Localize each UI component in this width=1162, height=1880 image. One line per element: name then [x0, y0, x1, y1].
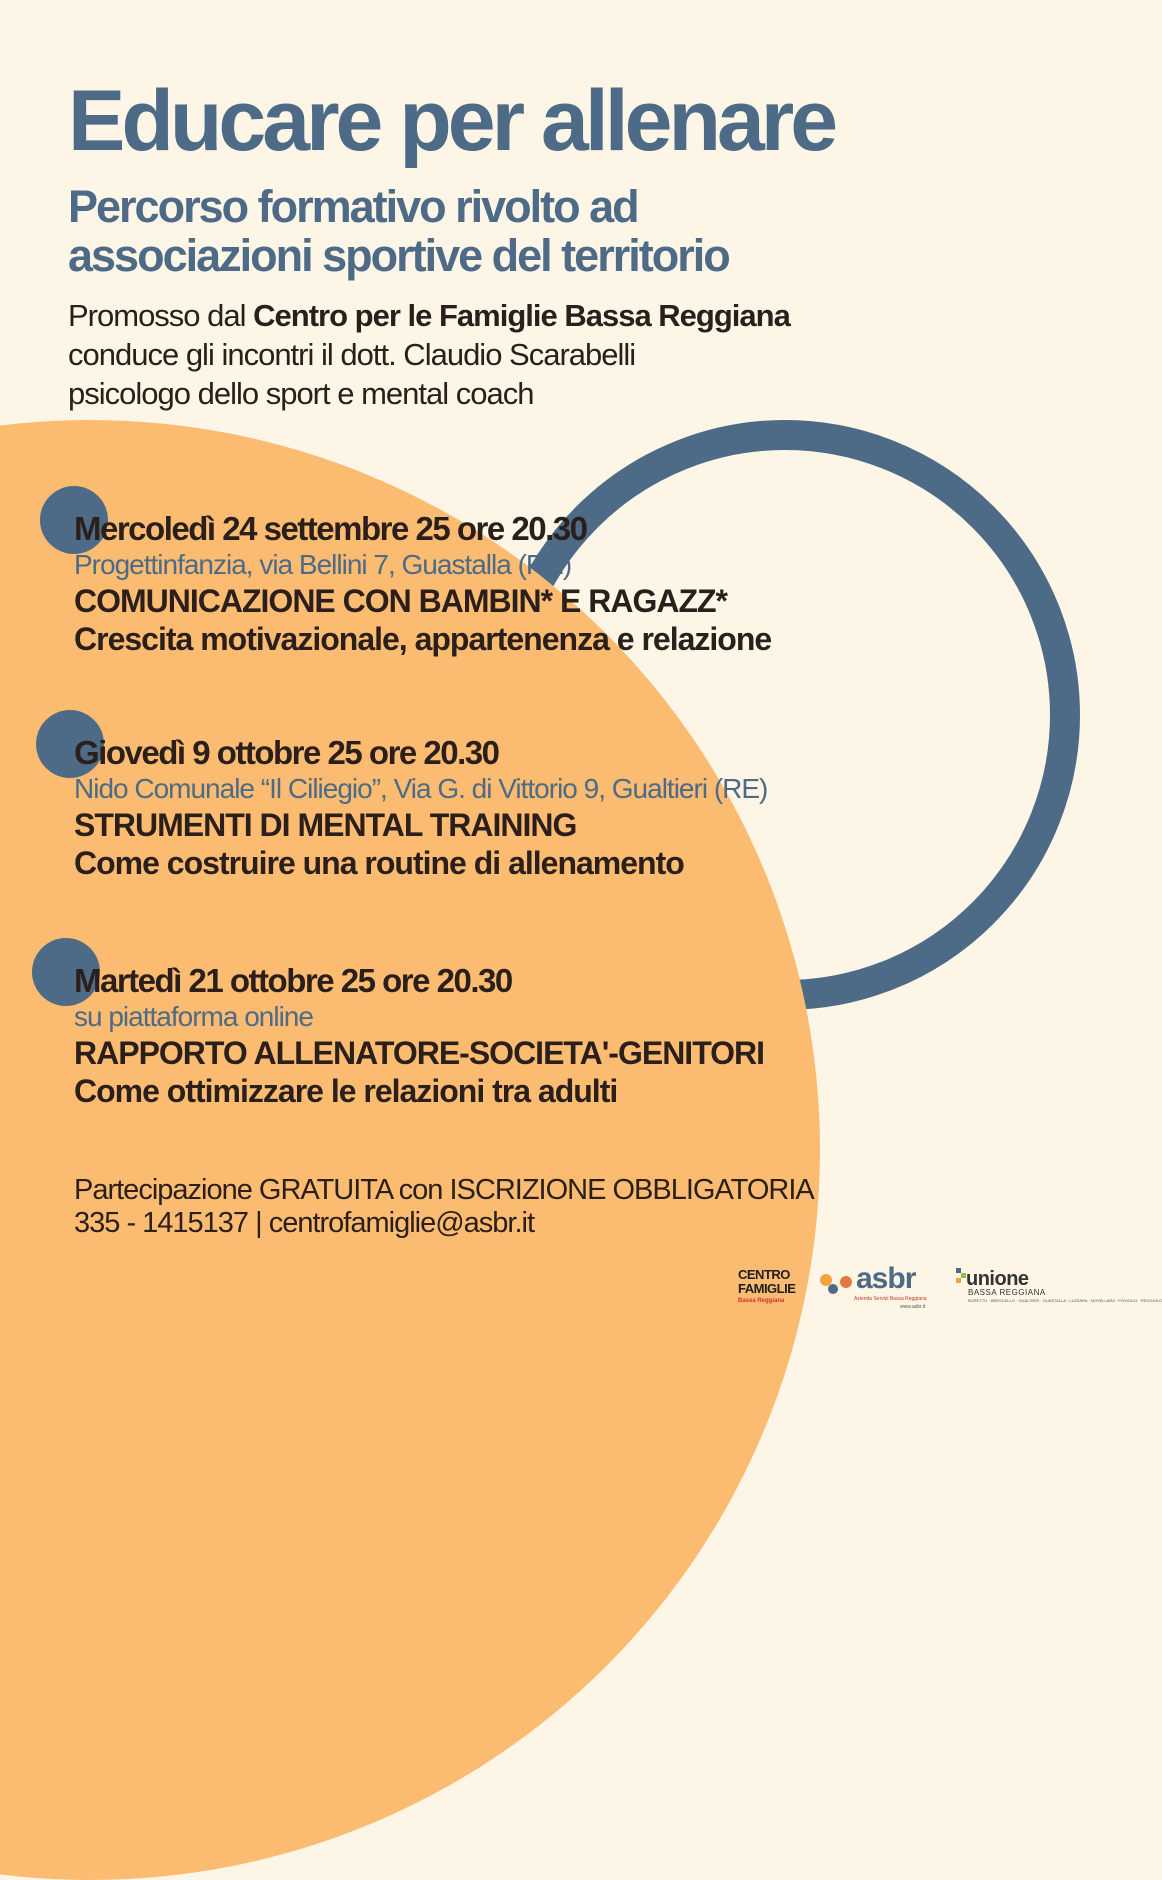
promoter-line: [68, 296, 790, 335]
sponsor-logos: [738, 1262, 1162, 1312]
event-description: Come costruire una routine di allenamento: [74, 845, 684, 881]
event-3: [74, 962, 764, 1110]
promoter-name: Centro per le Famiglie Bassa Reggiana: [253, 298, 790, 333]
unione-bassa-reggiana-logo: unione BASSA REGGIANA BORETTO · BRESCELLO · GUALTIERI · GUASTALLA · LUZZARA · NOVELLARA · POVIGLIO · REGGIOLO: [956, 1264, 1050, 1312]
registration-info: [74, 1174, 814, 1240]
event-2: [74, 734, 767, 882]
event-1: [74, 510, 771, 658]
asbr-dot-icon: [840, 1276, 852, 1288]
event-date: Mercoledì 24 settembre 25 ore 20.30: [74, 510, 587, 547]
event-location: Progettinfanzia, via Bellini 7, Guastalla (RE): [74, 549, 572, 580]
page-subtitle: [68, 182, 729, 280]
page-title: Educare per allenare: [68, 73, 835, 169]
subtitle-line-2: associazioni sportive del territorio: [68, 230, 729, 281]
event-description: Crescita motivazionale, appartenenza e relazione: [74, 621, 772, 657]
event-description: Come ottimizzare le relazioni tra adulti: [74, 1073, 618, 1109]
intro-text: [68, 296, 790, 413]
event-topic: STRUMENTI DI MENTAL TRAINING: [74, 807, 577, 843]
event-location: Nido Comunale “Il Ciliegio”, Via G. di Vittorio 9, Gualtieri (RE): [74, 773, 768, 804]
contact-line: 335 - 1415137 | centrofamiglie@asbr.it: [74, 1207, 535, 1239]
asbr-logo: asbr Azienda Servizi Bassa Reggiana www.asbr.it: [818, 1262, 938, 1312]
event-location: su piattaforma online: [74, 1001, 313, 1032]
event-date: Giovedì 9 ottobre 25 ore 20.30: [74, 734, 499, 771]
event-topic: RAPPORTO ALLENATORE-SOCIETA'-GENITORI: [74, 1035, 765, 1071]
conductor-line: conduce gli incontri il dott. Claudio Scarabelli: [68, 337, 636, 372]
event-topic: COMUNICAZIONE CON BAMBIN* E RAGAZZ*: [74, 583, 727, 619]
conductor-role-line: psicologo dello sport e mental coach: [68, 376, 534, 411]
unione-square-icon: [956, 1278, 961, 1283]
promoted-prefix: Promosso dal: [68, 298, 254, 333]
asbr-dot-icon: [828, 1284, 838, 1294]
subtitle-line-1: Percorso formativo rivolto ad: [68, 181, 638, 232]
event-date: Martedì 21 ottobre 25 ore 20.30: [74, 962, 512, 999]
centro-famiglie-logo: CENTRO FAMIGLIE Bassa Reggiana: [738, 1267, 796, 1304]
registration-line: Partecipazione GRATUITA con ISCRIZIONE OBBLIGATORIA: [74, 1174, 814, 1206]
